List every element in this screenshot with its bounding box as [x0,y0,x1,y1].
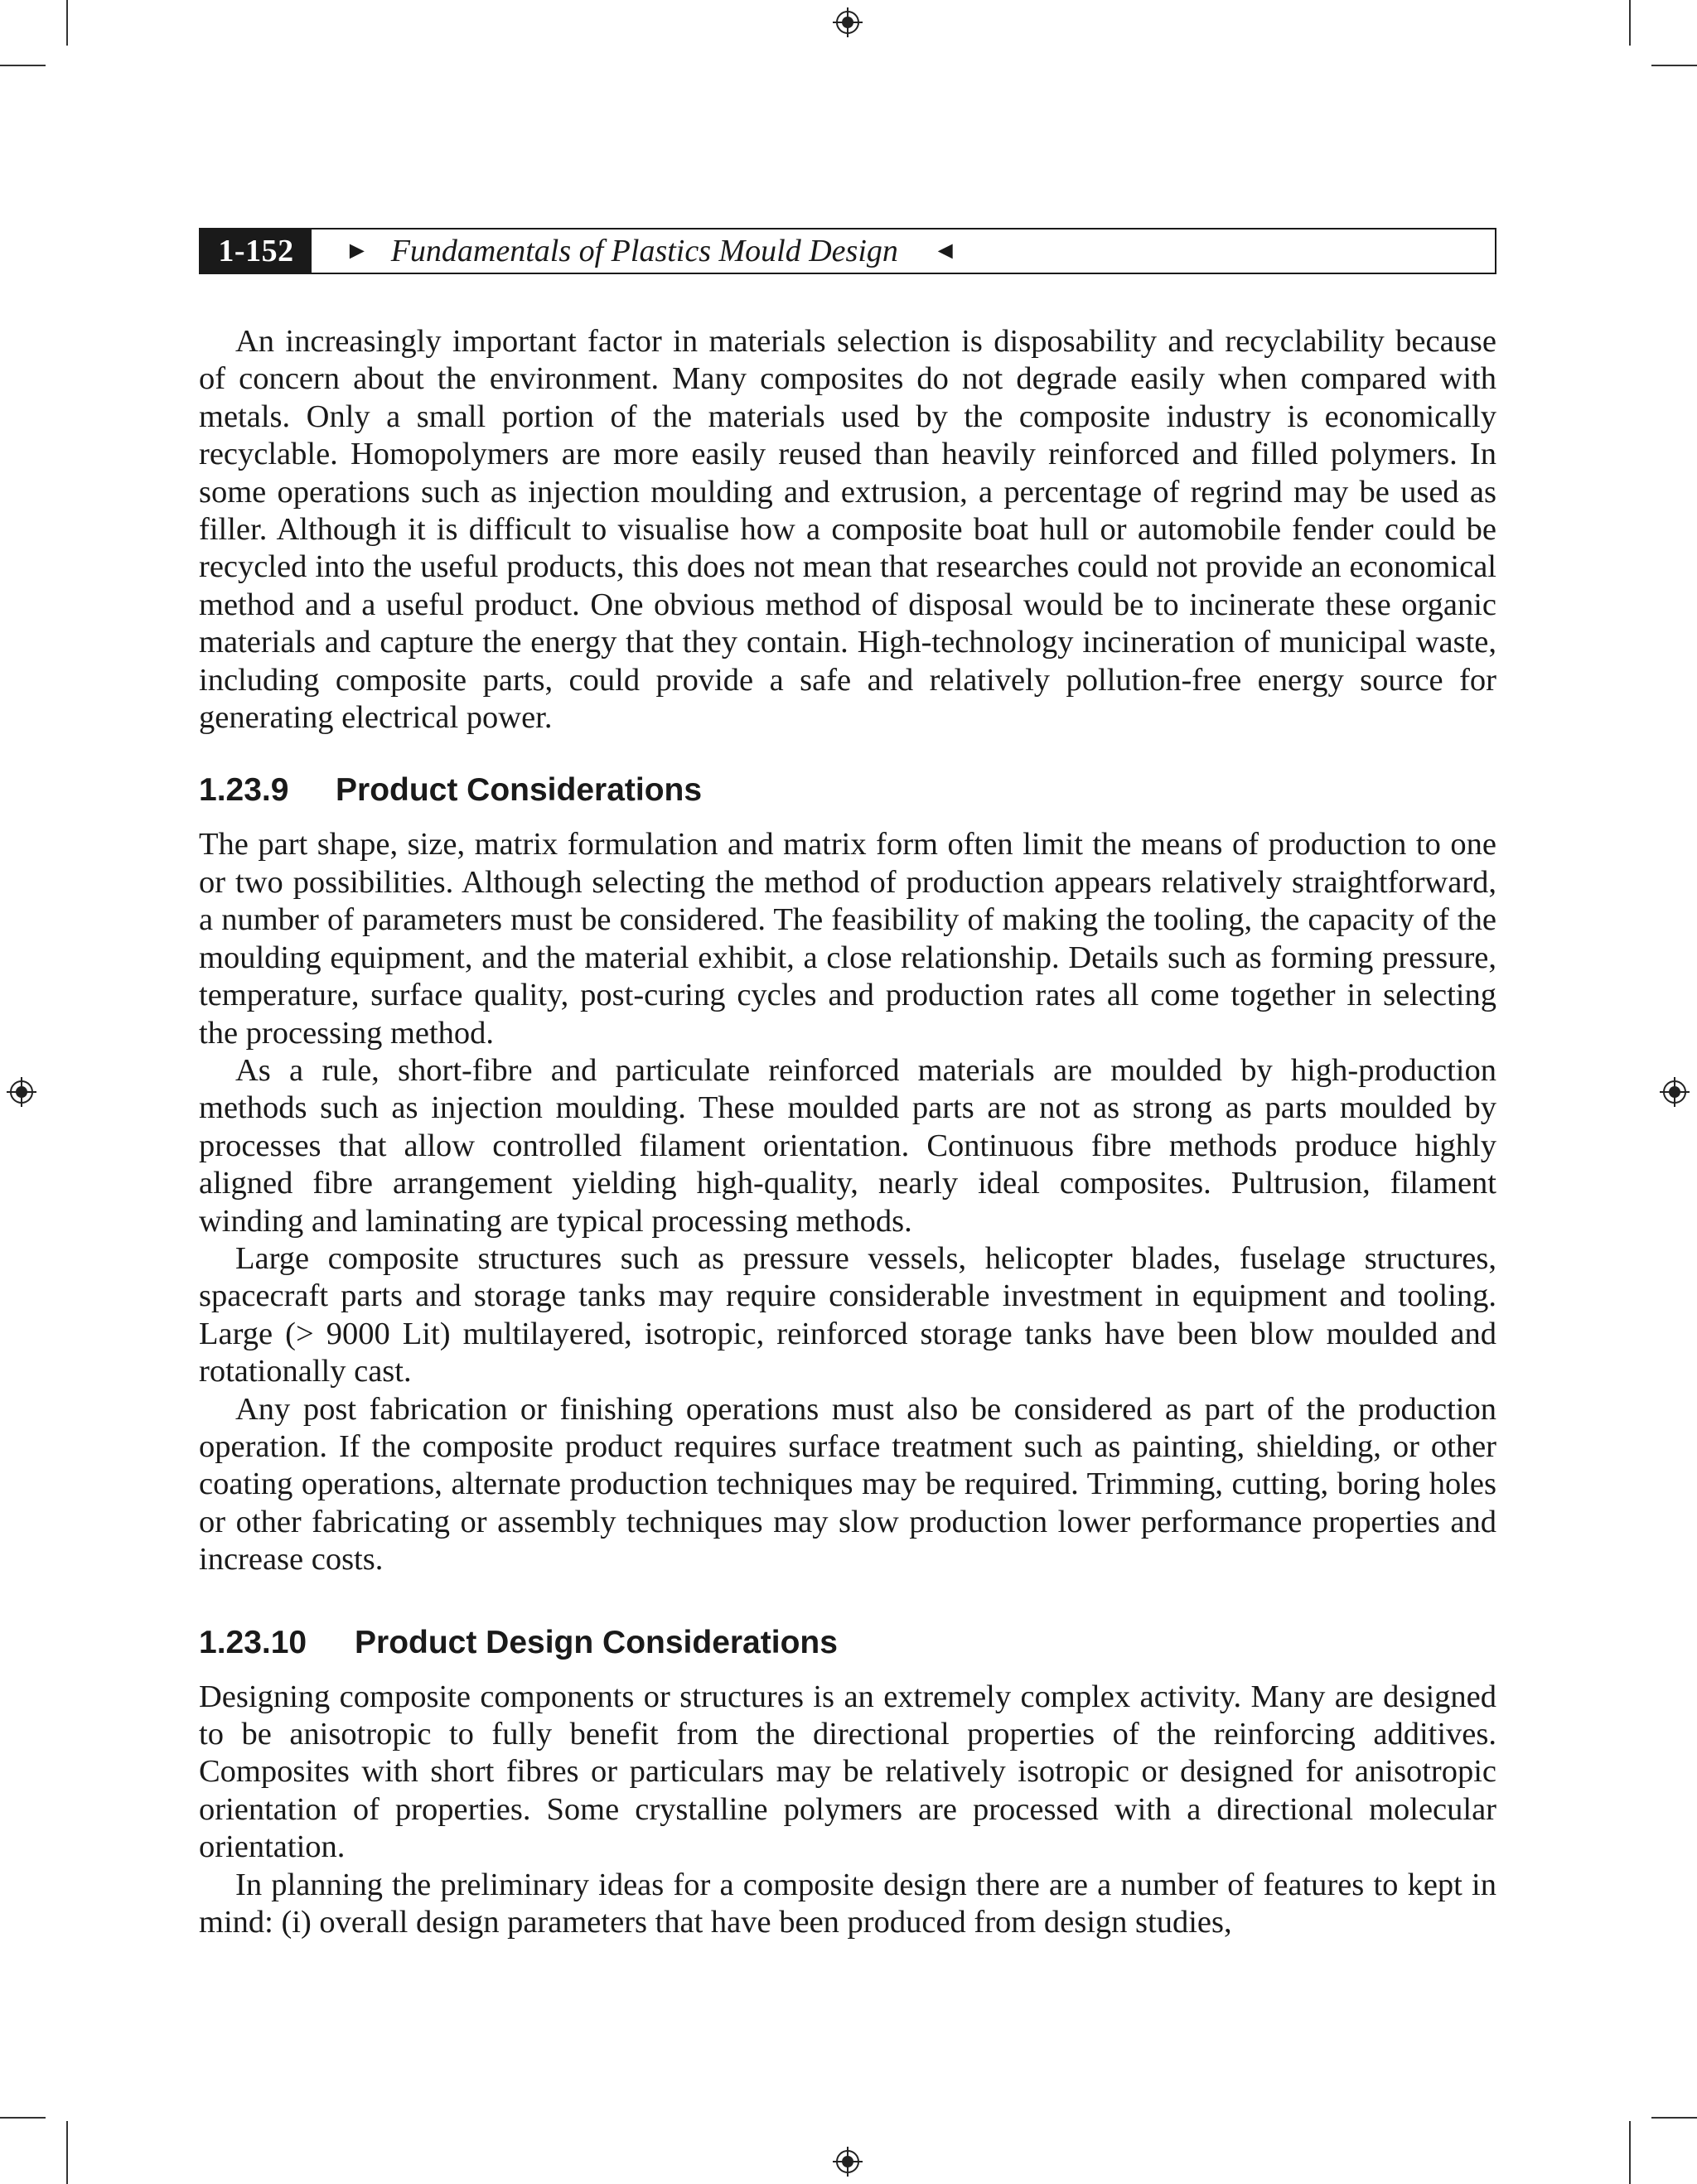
registration-mark-icon [1658,1075,1691,1109]
right-arrow-icon: ► [345,237,370,264]
body-paragraph: In planning the preliminary ideas for a composite design there are a number of features to kept in mind: (i) overall design parameters that have been produced from design studies, [199,1867,1496,1940]
crop-mark [1651,65,1697,66]
registration-mark-icon [831,6,864,39]
crop-mark [1651,2117,1697,2119]
body-paragraph: Large composite structures such as pressure vessels, helicopter blades, fuselage structures, spacecraft parts and storage tanks may require considerable investment in equipment and tooling. Large (> 9000 Lit) multilayered, isotropic, reinforced storage tanks have been blow moulded and rotationally cast. [199,1240,1496,1389]
left-arrow-icon: ◄ [932,237,958,264]
section-heading [199,1624,1496,1662]
section-title: Product Considerations [336,772,703,809]
crop-mark [66,2121,68,2184]
page-number: 1-152 [201,230,312,273]
crop-mark [66,0,68,46]
page-body [199,323,1496,1941]
section-title: Product Design Considerations [355,1624,838,1660]
intro-paragraph: An increasingly important factor in materials selection is disposability and recyclability because of concern about the environment. Many composites do not degrade easily when compared with metals. Only a small portion of the materials used by the composite industry is economically recyclable. Homopolymers are more easily reused than heavily reinforced and filled polymers. In some operations such as injection moulding and extrusion, a percentage of regrind may be used as filler. Although it is difficult to visualise how a composite boat hull or automobile fender could be recycled into the useful products, this does not mean that researches could not provide an economical method and a useful product. One obvious method of disposal would be to incinerate these organic materials and capture the energy that they contain. High-technology incineration of municipal waste, including composite parts, could provide a safe and relatively pollution-free energy source for generating electrical power. [199,324,1496,736]
body-paragraph: The part shape, size, matrix formulation and matrix form often limit the means of production to one or two possibilities. Although selecting the method of production appears relatively straightforward, a number of parameters must be considered. The feasibility of making the tooling, the capacity of the moulding equipment, and the material exhibit, a close relationship. Details such as forming pressure, temperature, surface quality, post-curing cycles and production rates all come together in selecting the processing method. [199,827,1496,1051]
running-header [199,228,1496,274]
body-paragraph: Any post fabrication or finishing operations must also be considered as part of the production operation. If the composite product requires surface treatment such as painting, shielding, or other coating operations, alternate production techniques may be required. Trimming, cutting, boring holes or other fabricating or assembly techniques may slow production lower performance properties and increase costs. [199,1391,1496,1578]
body-paragraph: Designing composite components or structures is an extremely complex activity. Many are designed to be anisotropic to fully benefit from the directional properties of the reinforcing additives. Composites with short fibres or particulars may be relatively isotropic or designed for anisotropic orientation of properties. Some crystalline polymers are processed with a directional molecular orientation. [199,1679,1496,1865]
section-number: 1.23.10 [199,1624,307,1660]
registration-mark-icon [5,1075,38,1109]
section-heading [199,771,1496,809]
body-paragraph: As a rule, short-fibre and particulate reinforced materials are moulded by high-production methods such as injection moulding. These moulded parts are not as strong as parts moulded by processes that allow controlled filament orientation. Continuous fibre methods produce highly aligned fibre arrangement yielding high-quality, nearly ideal composites. Pultrusion, filament winding and laminating are typical processing methods. [199,1052,1496,1239]
crop-mark [1629,0,1631,46]
registration-mark-icon [831,2145,864,2178]
book-title: Fundamentals of Plastics Mould Design [390,234,898,268]
crop-mark [0,65,46,66]
section-number: 1.23.9 [199,772,289,809]
crop-mark [0,2117,46,2119]
crop-mark [1629,2121,1631,2184]
